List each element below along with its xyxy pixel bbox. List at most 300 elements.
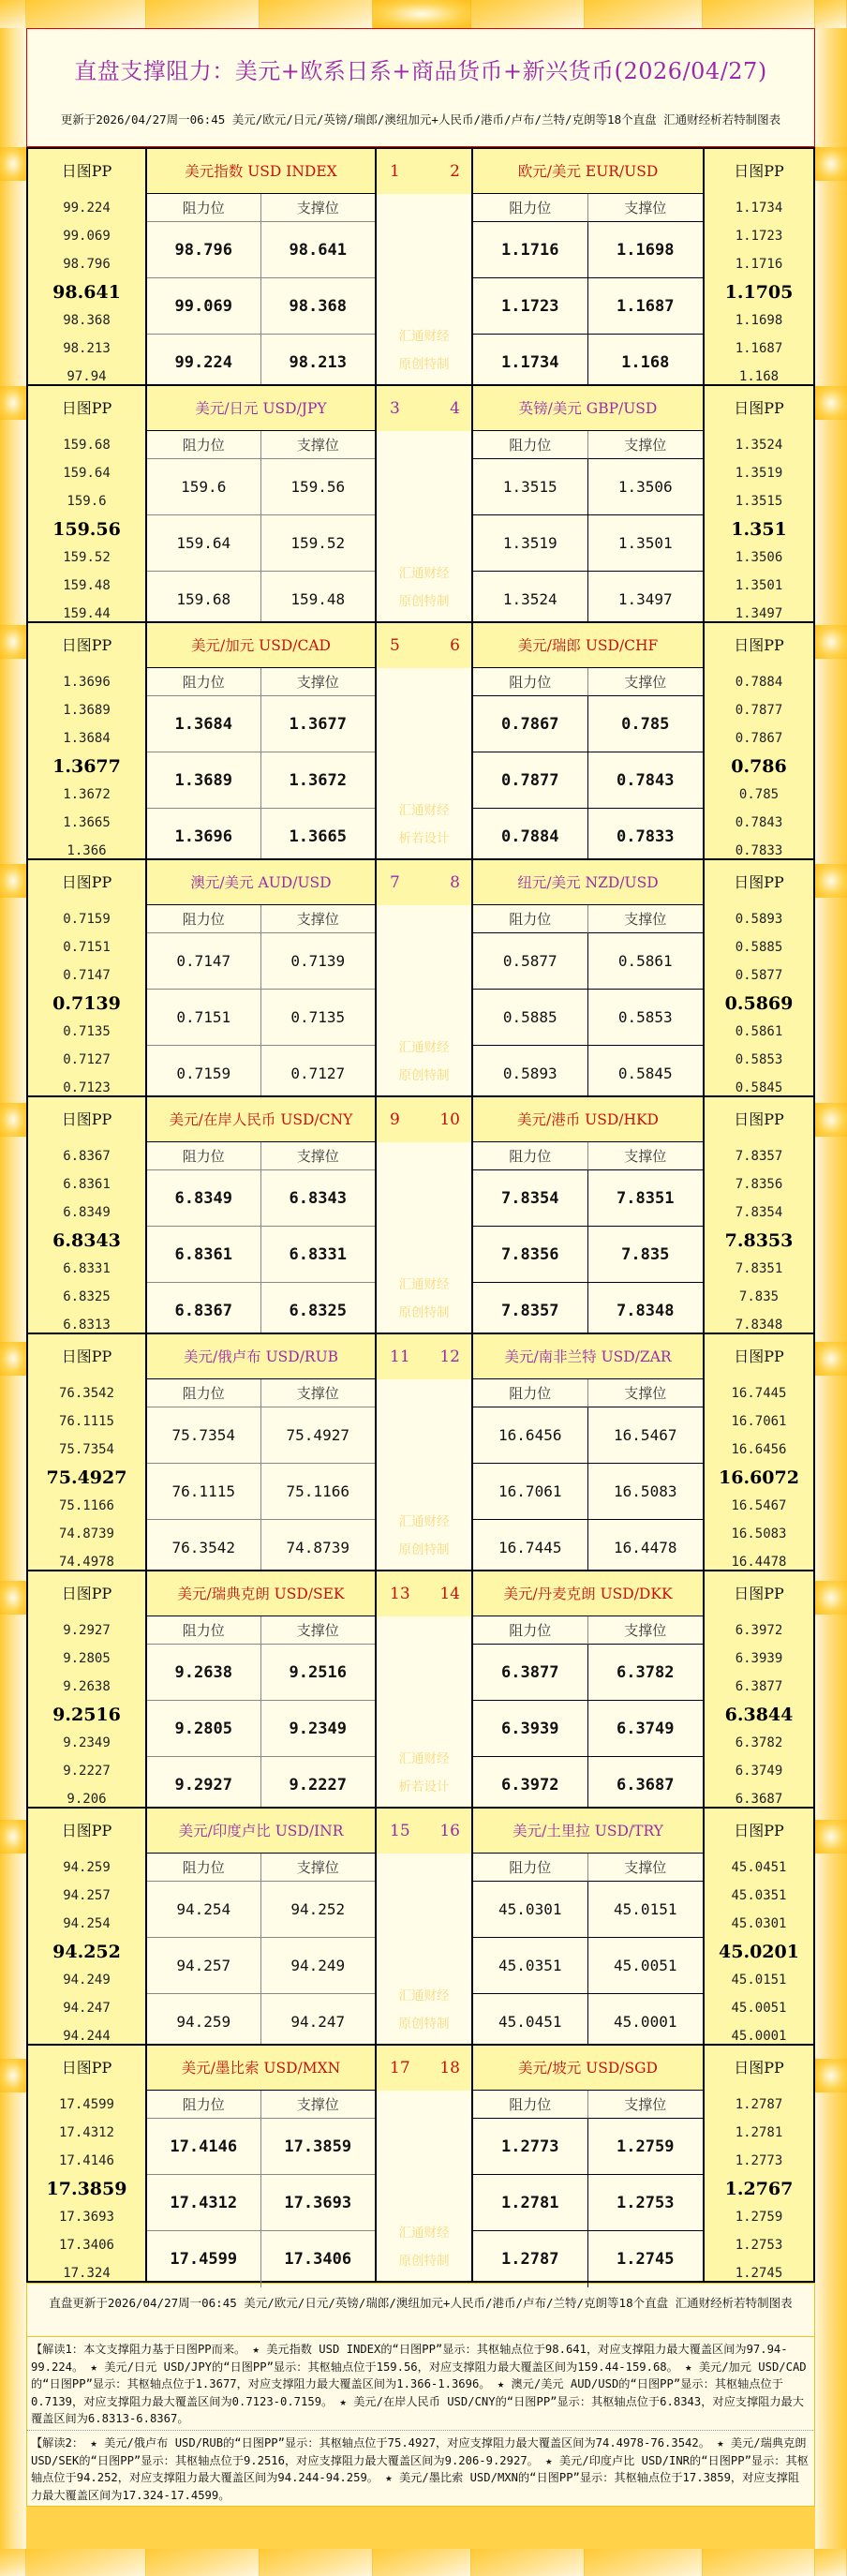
levels-grid <box>473 431 703 628</box>
pp-level-value: 0.5853 <box>735 1052 783 1067</box>
resistance-value: 0.5885 <box>473 990 588 1046</box>
support-header: 支撑位 <box>261 668 376 696</box>
resistance-header: 阻力位 <box>473 1142 588 1170</box>
left-pp-column <box>28 2046 147 2281</box>
pp-level-value: 98.368 <box>63 313 111 328</box>
resistance-value: 17.4146 <box>147 2119 261 2175</box>
pp-level-value: 45.0451 <box>731 1860 787 1875</box>
pp-level-value: 0.7833 <box>735 843 783 858</box>
watermark-line: 汇通财经 <box>398 1040 450 1055</box>
watermark <box>377 1745 471 1801</box>
pp-level-value: 9.2349 <box>63 1735 111 1750</box>
support-value: 98.213 <box>289 353 347 372</box>
pp-level-value: 45.0151 <box>731 1973 787 1988</box>
resistance-value: 1.2781 <box>473 2175 588 2231</box>
support-header: 支撑位 <box>588 431 704 459</box>
pp-level-value: 159.6 <box>67 494 107 509</box>
watermark <box>377 1034 471 1090</box>
watermark-line: 析若设计 <box>398 1779 450 1794</box>
pivot-point-value: 16.6072 <box>719 1467 799 1488</box>
pp-level-value: 1.3689 <box>63 703 111 718</box>
pair-numbers <box>377 1571 471 1616</box>
watermark-line: 原创特制 <box>398 357 450 372</box>
pp-levels <box>705 194 813 391</box>
left-pp-column <box>28 1809 147 2044</box>
support-header: 支撑位 <box>588 1616 704 1645</box>
pair-numbers <box>377 1809 471 1854</box>
pair-numbers <box>377 1097 471 1142</box>
pp-level-value: 1.3515 <box>735 494 783 509</box>
pp-level-value: 1.168 <box>738 369 780 384</box>
explanation-2: 【解读2： ★ 美元/俄卢布 USD/RUB的“日图PP”显示：其枢轴点位于75.4927，对应支撑阻力最大覆盖区间为74.4978-76.3542。 ★ 美元/瑞典克朗 USD/SEK的“日图PP”显示：其枢轴点位于9.2516，对应支撑阻力最大覆盖区间为9.206-9.2927。 ★ 美元/印度卢比 USD/INR的“日图PP”显示：其枢轴点位于94.252，对应支撑阻力最大覆盖区间为94.244-94.259。 ★ 美元/墨比索 USD/MXN的“日图PP”显示：其枢轴点位于17.3859，对应支撑阻力最大覆盖区间为17.324-17.4599。 <box>26 2430 815 2507</box>
resistance-value: 98.796 <box>147 222 261 278</box>
pp-header: 日图PP <box>734 2059 784 2077</box>
support-value: 159.56 <box>261 459 376 515</box>
levels-grid <box>473 668 703 865</box>
pp-header: 日图PP <box>61 1585 112 1602</box>
pp-level-value: 17.3693 <box>58 2210 114 2225</box>
pair-block <box>26 858 815 1097</box>
resistance-header: 阻力位 <box>147 1616 261 1645</box>
pair-number-column <box>375 860 473 1095</box>
support-value: 16.5467 <box>588 1407 704 1464</box>
pp-level-value: 6.3972 <box>735 1623 783 1638</box>
watermark-line: 汇通财经 <box>398 1988 450 2003</box>
levels-grid <box>147 2091 375 2287</box>
resistance-header: 阻力位 <box>147 194 261 222</box>
right-pp-column <box>703 386 813 621</box>
frame-segment <box>146 2549 260 2576</box>
watermark-line: 汇通财经 <box>398 803 450 818</box>
pp-header: 日图PP <box>734 1110 784 1128</box>
resistance-value: 0.5877 <box>473 933 588 990</box>
support-value: 0.7833 <box>617 827 675 846</box>
pp-levels <box>28 1379 145 1576</box>
support-value: 0.785 <box>588 696 704 752</box>
support-header: 支撑位 <box>588 2091 704 2119</box>
watermark-line: 汇通财经 <box>398 1277 450 1292</box>
support-value: 0.7139 <box>261 933 376 990</box>
pp-level-value: 99.224 <box>63 201 111 216</box>
top-frame-border <box>0 0 847 28</box>
pivot-point-value: 7.8353 <box>724 1230 794 1251</box>
explanation-1: 【解读1：本文支撑阻力基于日图PP而来。 ★ 美元指数 USD INDEX的“日图PP”显示：其枢轴点位于98.641，对应支撑阻力最大覆盖区间为97.94-99.224。 ★ 美元/日元 USD/JPY的“日图PP”显示：其枢轴点位于159.56，对应支撑阻力最大覆盖区间为159.44-159.68。 ★ 美元/加元 USD/CAD的“日图PP”显示：其枢轴点位于1.3677，对应支撑阻力最大覆盖区间为1.366-1.3696。 ★ 澳元/美元 AUD/USD的“日图PP”显示：其枢轴点位于0.7139，对应支撑阻力最大覆盖区间为0.7123-0.7159。 ★ 美元/在岸人民币 USD/CNY的“日图PP”显示：其枢轴点位于6.8343，对应支撑阻力最大覆盖区间为6.8313-6.8367。 <box>26 2337 815 2430</box>
resistance-value: 6.8349 <box>147 1170 261 1227</box>
pp-level-value: 16.5083 <box>731 1526 787 1541</box>
watermark-line: 原创特制 <box>398 1068 450 1083</box>
support-value: 1.2759 <box>588 2119 704 2175</box>
pp-levels <box>28 2091 145 2287</box>
frame-segment <box>471 0 585 28</box>
pp-level-value: 6.3687 <box>735 1792 783 1807</box>
frame-knob <box>0 147 26 181</box>
pp-header: 日图PP <box>734 1348 784 1365</box>
pair-block <box>26 1095 815 1334</box>
support-value: 75.1166 <box>261 1464 376 1520</box>
pair-title: 美元/日元 USD/JPY <box>147 386 375 431</box>
pp-header: 日图PP <box>61 399 112 417</box>
right-pair-table <box>473 1334 703 1570</box>
pair-numbers <box>377 149 471 194</box>
pair-number-right: 16 <box>439 1822 460 1840</box>
resistance-value: 16.7445 <box>473 1520 588 1576</box>
pp-level-value: 76.1115 <box>58 1414 114 1429</box>
pp-level-value: 1.2773 <box>735 2153 783 2168</box>
pp-levels <box>28 1854 145 2050</box>
right-pp-column <box>703 1571 813 1807</box>
levels-grid <box>473 1379 703 1576</box>
pp-level-value: 1.1698 <box>735 313 783 328</box>
resistance-value: 6.3939 <box>473 1701 588 1757</box>
resistance-value: 0.7147 <box>147 933 261 990</box>
pp-levels <box>705 1616 813 1813</box>
frame-knob <box>815 1820 847 1854</box>
frame-segment <box>260 0 373 28</box>
pp-level-value: 0.5861 <box>735 1024 783 1039</box>
support-value: 0.5845 <box>617 1065 673 1082</box>
levels-grid <box>147 1854 375 2050</box>
frame-segment <box>815 2549 847 2576</box>
frame-segment <box>815 0 847 28</box>
pp-level-value: 45.0051 <box>731 2001 787 2016</box>
resistance-value: 1.3689 <box>147 752 261 809</box>
right-pp-column <box>703 2046 813 2281</box>
left-pp-column <box>28 1334 147 1570</box>
resistance-value: 94.259 <box>147 1994 261 2050</box>
pivot-point-value: 9.2516 <box>52 1705 121 1725</box>
pair-title: 美元/在岸人民币 USD/CNY <box>147 1097 375 1142</box>
resistance-value: 6.3877 <box>473 1645 588 1701</box>
resistance-value: 6.8361 <box>147 1227 261 1283</box>
pp-level-value: 94.259 <box>63 1860 111 1875</box>
resistance-header: 阻力位 <box>147 1142 261 1170</box>
pivot-point-value: 0.5869 <box>724 993 794 1014</box>
pp-level-value: 0.7867 <box>735 731 783 746</box>
pp-header: 日图PP <box>734 636 784 654</box>
frame-knob <box>815 1342 847 1376</box>
pp-level-value: 1.3506 <box>735 550 783 565</box>
pp-level-value: 94.247 <box>63 2001 111 2016</box>
pp-level-value: 16.7061 <box>731 1414 787 1429</box>
pp-level-value: 6.8349 <box>63 1205 111 1220</box>
resistance-value: 0.7867 <box>473 696 588 752</box>
right-pair-table <box>473 1097 703 1333</box>
support-value: 1.3672 <box>261 752 376 809</box>
pair-numbers <box>377 1334 471 1379</box>
pair-number-right: 14 <box>439 1585 460 1603</box>
pp-level-value: 1.3501 <box>735 578 783 593</box>
resistance-value: 17.4312 <box>147 2175 261 2231</box>
resistance-value: 45.0451 <box>473 1994 588 2050</box>
left-pair-table <box>147 1334 375 1570</box>
update-subtitle: 更新于2026/04/27周一06:45 美元/欧元/日元/英镑/瑞郎/澳纽加元+人民币/港币/卢布/兰特/克朗等18个直盘 汇通财经析若特制图表 <box>60 112 781 127</box>
pp-level-value: 74.8739 <box>58 1526 114 1541</box>
levels-grid <box>473 194 703 391</box>
support-value: 7.8351 <box>588 1170 704 1227</box>
support-value: 7.8348 <box>617 1302 675 1320</box>
right-pp-column <box>703 860 813 1095</box>
left-pp-column <box>28 623 147 858</box>
pair-numbers <box>377 386 471 431</box>
resistance-header: 阻力位 <box>147 2091 261 2119</box>
page-header <box>26 28 815 147</box>
pp-level-value: 1.3696 <box>63 675 111 690</box>
pp-level-value: 6.8313 <box>63 1318 111 1333</box>
pair-number-column <box>375 149 473 384</box>
right-pair-table <box>473 2046 703 2281</box>
support-value: 0.7127 <box>290 1065 346 1082</box>
support-header: 支撑位 <box>588 668 704 696</box>
support-value: 94.252 <box>261 1882 376 1938</box>
page-content <box>26 28 815 2507</box>
resistance-header: 阻力位 <box>473 1854 588 1882</box>
frame-knob <box>815 1581 847 1615</box>
right-pair-table <box>473 149 703 384</box>
pp-level-value: 1.3497 <box>735 606 783 621</box>
support-value: 1.3506 <box>588 459 704 515</box>
right-pair-table <box>473 1571 703 1807</box>
pp-level-value: 9.2805 <box>63 1651 111 1666</box>
right-pair-table <box>473 860 703 1095</box>
pp-level-value: 1.2781 <box>735 2125 783 2140</box>
pp-level-value: 0.785 <box>738 787 780 802</box>
pair-title: 美元/瑞典克朗 USD/SEK <box>147 1571 375 1616</box>
levels-grid <box>147 668 375 865</box>
frame-segment <box>0 2549 26 2576</box>
pp-header: 日图PP <box>734 873 784 891</box>
support-value: 0.5861 <box>588 933 704 990</box>
pp-header: 日图PP <box>61 1822 112 1839</box>
right-pair-table <box>473 623 703 858</box>
resistance-value: 159.64 <box>147 515 261 572</box>
pp-level-value: 7.8354 <box>735 1205 783 1220</box>
pair-title: 纽元/美元 NZD/USD <box>473 860 703 905</box>
pair-title: 美元/港币 USD/HKD <box>473 1097 703 1142</box>
resistance-header: 阻力位 <box>473 1379 588 1407</box>
pp-level-value: 6.8325 <box>63 1289 111 1304</box>
support-value: 98.641 <box>261 222 376 278</box>
pair-number-left: 15 <box>390 1822 410 1840</box>
frame-segment <box>26 2549 146 2576</box>
pair-number-right: 6 <box>450 636 460 655</box>
pair-title: 美元/南非兰特 USD/ZAR <box>473 1334 703 1379</box>
resistance-value: 45.0301 <box>473 1882 588 1938</box>
left-pair-table <box>147 1097 375 1333</box>
support-header: 支撑位 <box>261 2091 376 2119</box>
resistance-value: 1.3696 <box>147 809 261 865</box>
watermark-line: 析若设计 <box>398 831 450 846</box>
support-value: 0.5853 <box>588 990 704 1046</box>
pivot-point-value: 6.3844 <box>724 1705 794 1725</box>
support-header: 支撑位 <box>588 194 704 222</box>
pivot-point-value: 1.1705 <box>724 282 794 303</box>
levels-grid <box>473 1142 703 1339</box>
resistance-value: 9.2927 <box>147 1757 261 1813</box>
support-value: 1.3677 <box>261 696 376 752</box>
levels-grid <box>473 905 703 1102</box>
footer-update-note: 直盘更新于2026/04/27周一06:45 美元/欧元/日元/英镑/瑞郎/澳纽加元+人民币/港币/卢布/兰特/克朗等18个直盘 汇通财经析若特制图表 <box>26 2283 815 2337</box>
support-header: 支撑位 <box>588 1379 704 1407</box>
support-value: 6.8331 <box>261 1227 376 1283</box>
left-pp-column <box>28 149 147 384</box>
right-pp-column <box>703 623 813 858</box>
pp-levels <box>705 1379 813 1576</box>
watermark-line: 汇通财经 <box>398 1751 450 1766</box>
pp-levels <box>28 668 145 865</box>
levels-grid <box>147 1379 375 1576</box>
support-value: 45.0151 <box>588 1882 704 1938</box>
pp-header: 日图PP <box>61 636 112 654</box>
pair-number-column <box>375 1809 473 2044</box>
support-value: 1.2745 <box>617 2250 675 2269</box>
pp-header: 日图PP <box>61 2059 112 2077</box>
right-pair-table <box>473 386 703 621</box>
support-value: 159.48 <box>290 590 346 608</box>
resistance-header: 阻力位 <box>473 905 588 933</box>
pp-level-value: 1.1687 <box>735 341 783 356</box>
resistance-value: 159.68 <box>147 572 261 628</box>
left-pair-table <box>147 1809 375 2044</box>
pp-level-value: 17.324 <box>63 2266 111 2281</box>
pp-level-value: 6.3749 <box>735 1764 783 1779</box>
pp-level-value: 7.835 <box>738 1289 780 1304</box>
frame-knob <box>0 2059 26 2092</box>
pair-number-column <box>375 386 473 621</box>
pair-title: 美元指数 USD INDEX <box>147 149 375 194</box>
frame-knob <box>0 1581 26 1615</box>
left-pp-column <box>28 1097 147 1333</box>
pivot-point-value: 159.56 <box>52 519 121 540</box>
support-value: 17.3406 <box>284 2250 352 2269</box>
pair-numbers <box>377 860 471 905</box>
watermark-line: 原创特制 <box>398 594 450 609</box>
watermark <box>377 1508 471 1564</box>
pp-level-value: 45.0301 <box>731 1916 787 1931</box>
pair-title: 美元/瑞郎 USD/CHF <box>473 623 703 668</box>
support-value: 1.2753 <box>588 2175 704 2231</box>
pair-number-column <box>375 1097 473 1333</box>
right-pp-column <box>703 1097 813 1333</box>
pair-block <box>26 1570 815 1809</box>
pp-level-value: 1.2745 <box>735 2266 783 2281</box>
pp-level-value: 6.3782 <box>735 1735 783 1750</box>
watermark-line: 汇通财经 <box>398 2226 450 2241</box>
frame-knob <box>0 386 26 420</box>
pair-block <box>26 1807 815 2046</box>
pp-level-value: 97.94 <box>67 369 107 384</box>
frame-knob <box>0 1342 26 1376</box>
pp-level-value: 7.8351 <box>735 1261 783 1276</box>
support-value: 1.1698 <box>588 222 704 278</box>
pp-levels <box>28 905 145 1102</box>
pp-header: 日图PP <box>734 1585 784 1602</box>
pivot-point-value: 75.4927 <box>46 1467 127 1488</box>
frame-knob <box>815 147 847 181</box>
left-pair-table <box>147 1571 375 1807</box>
pp-level-value: 7.8356 <box>735 1177 783 1192</box>
resistance-value: 7.8356 <box>473 1227 588 1283</box>
pp-levels <box>28 1142 145 1339</box>
left-pair-table <box>147 149 375 384</box>
pair-title: 美元/加元 USD/CAD <box>147 623 375 668</box>
pivot-point-value: 94.252 <box>52 1942 121 1962</box>
pp-level-value: 6.8367 <box>63 1149 111 1164</box>
support-value: 16.5083 <box>588 1464 704 1520</box>
resistance-value: 9.2638 <box>147 1645 261 1701</box>
support-header: 支撑位 <box>261 1142 376 1170</box>
support-value: 94.249 <box>261 1938 376 1994</box>
pp-level-value: 1.3672 <box>63 787 111 802</box>
pair-block <box>26 384 815 623</box>
pp-level-value: 0.7123 <box>63 1080 111 1095</box>
resistance-value: 0.7884 <box>473 809 588 865</box>
resistance-value: 16.6456 <box>473 1407 588 1464</box>
watermark-line: 原创特制 <box>398 1542 450 1557</box>
support-value: 1.168 <box>621 353 670 372</box>
pp-level-value: 99.069 <box>63 229 111 244</box>
pair-number-right: 2 <box>450 162 460 181</box>
watermark <box>377 322 471 379</box>
pp-levels <box>28 1616 145 1813</box>
pp-header: 日图PP <box>61 873 112 891</box>
pair-numbers <box>377 2046 471 2091</box>
support-header: 支撑位 <box>588 1854 704 1882</box>
pp-level-value: 0.7884 <box>735 675 783 690</box>
right-pp-column <box>703 1334 813 1570</box>
support-header: 支撑位 <box>261 1616 376 1645</box>
pp-level-value: 6.8331 <box>63 1261 111 1276</box>
pp-level-value: 1.2753 <box>735 2238 783 2253</box>
pair-number-column <box>375 1571 473 1807</box>
resistance-value: 1.3524 <box>473 572 588 628</box>
pivot-point-value: 1.351 <box>731 519 787 540</box>
support-header: 支撑位 <box>261 194 376 222</box>
frame-knob <box>815 386 847 420</box>
pp-level-value: 17.4146 <box>58 2153 114 2168</box>
pair-block <box>26 621 815 860</box>
resistance-header: 阻力位 <box>147 668 261 696</box>
pp-header: 日图PP <box>734 162 784 180</box>
pp-level-value: 94.244 <box>63 2029 111 2044</box>
pp-level-value: 6.8361 <box>63 1177 111 1192</box>
pp-level-value: 159.64 <box>63 466 111 481</box>
pp-levels <box>705 668 813 865</box>
pair-number-left: 9 <box>390 1110 400 1129</box>
resistance-header: 阻力位 <box>473 668 588 696</box>
support-header: 支撑位 <box>588 905 704 933</box>
frame-knob <box>0 864 26 898</box>
resistance-value: 76.1115 <box>147 1464 261 1520</box>
pp-level-value: 0.5893 <box>735 912 783 927</box>
pp-level-value: 0.5845 <box>735 1080 783 1095</box>
pp-level-value: 0.7843 <box>735 815 783 830</box>
pp-level-value: 94.257 <box>63 1888 111 1903</box>
resistance-header: 阻力位 <box>473 1616 588 1645</box>
pivot-point-value: 1.2767 <box>724 2179 794 2199</box>
pair-number-left: 17 <box>390 2059 410 2077</box>
support-value: 98.368 <box>261 278 376 335</box>
pair-number-right: 10 <box>439 1110 460 1129</box>
resistance-value: 75.7354 <box>147 1407 261 1464</box>
pp-level-value: 0.7151 <box>63 940 111 955</box>
frame-segment <box>703 2549 815 2576</box>
pp-level-value: 74.4978 <box>58 1555 114 1570</box>
watermark-line: 原创特制 <box>398 1305 450 1320</box>
pp-level-value: 76.3542 <box>58 1386 114 1401</box>
pair-title: 美元/坡元 USD/SGD <box>473 2046 703 2091</box>
support-header: 支撑位 <box>261 1379 376 1407</box>
pp-level-value: 0.5877 <box>735 968 783 983</box>
